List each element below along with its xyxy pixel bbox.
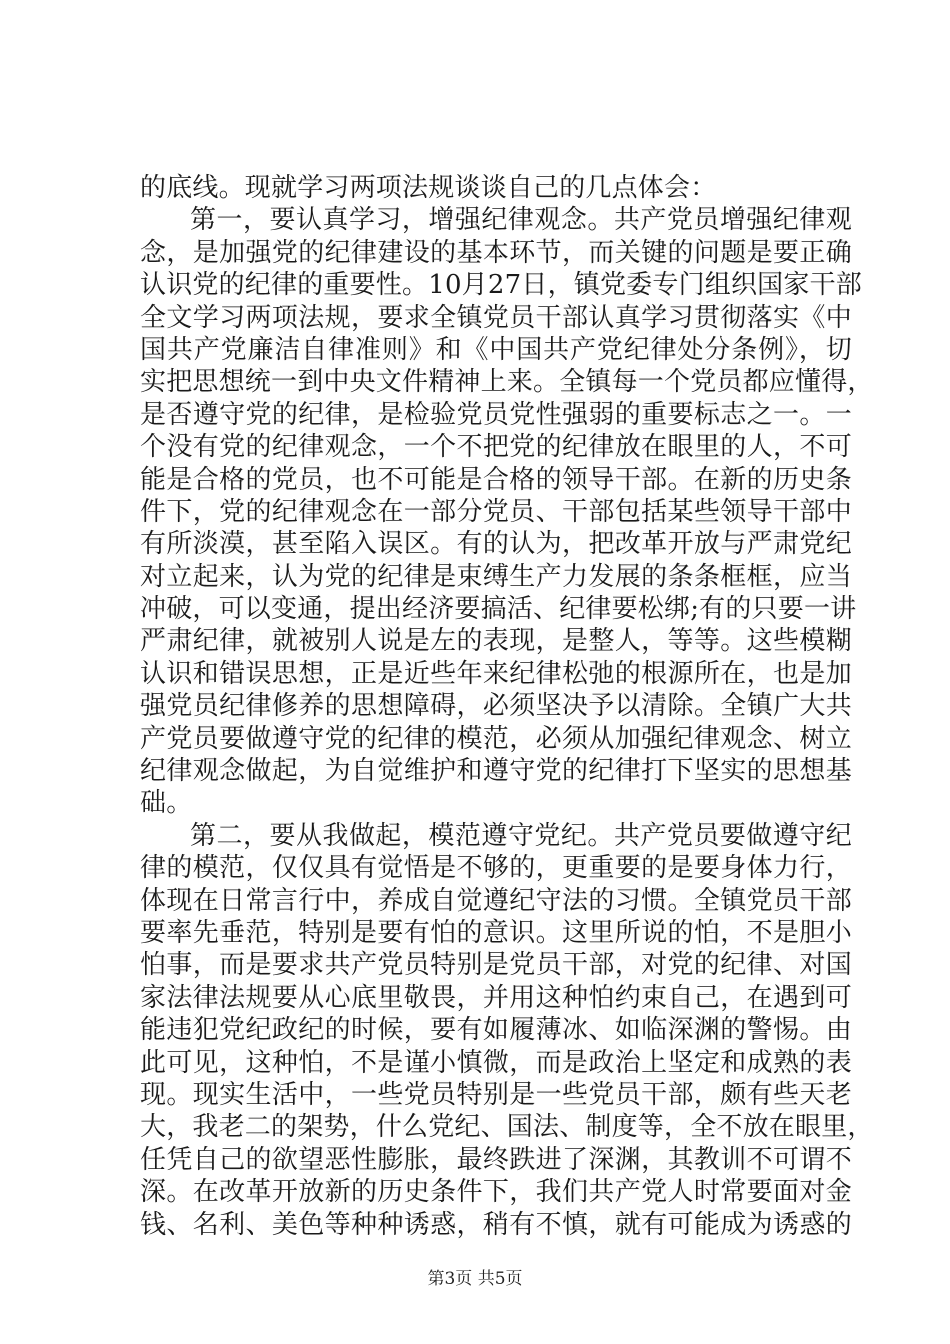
text-line: 产党员要做遵守党的纪律的模范，必须从加强纪律观念、树立	[140, 723, 852, 754]
text-line: 认识党的纪律的重要性。10月27日，镇党委专门组织国家干部	[140, 270, 862, 301]
text-line: 强党员纪律修养的思想障碍，必须坚决予以清除。全镇广大共	[140, 691, 852, 722]
text-line: 第二，要从我做起，模范遵守党纪。共产党员要做遵守纪	[190, 820, 852, 851]
text-line: 能违犯党纪政纪的时候，要有如履薄冰、如临深渊的警惕。由	[140, 1015, 852, 1046]
text-line: 冲破，可以变通，提出经济要搞活、纪律要松绑;有的只要一讲	[140, 594, 857, 625]
text-line: 件下，党的纪律观念在一部分党员、干部包括某些领导干部中	[140, 496, 852, 527]
text-line: 体现在日常言行中，养成自觉遵纪守法的习惯。全镇党员干部	[140, 885, 852, 916]
text-line: 现。现实生活中，一些党员特别是一些党员干部，颇有些天老	[140, 1079, 852, 1110]
text-line: 深。在改革开放新的历史条件下，我们共产党人时常要面对金	[140, 1177, 852, 1208]
text-line: 对立起来，认为党的纪律是束缚生产力发展的条条框框，应当	[140, 561, 852, 592]
text-line: 是否遵守党的纪律，是检验党员党性强弱的重要标志之一。一	[140, 399, 852, 430]
text-line: 个没有党的纪律观念，一个不把党的纪律放在眼里的人，不可	[140, 432, 852, 463]
text-line: 律的模范，仅仅具有觉悟是不够的，更重要的是要身体力行，	[140, 853, 852, 884]
text-line: 家法律法规要从心底里敬畏，并用这种怕约束自己，在遇到可	[140, 982, 852, 1013]
text-line: 怕事，而是要求共产党员特别是党员干部，对党的纪律、对国	[140, 950, 852, 981]
text-line: 大，我老二的架势，什么党纪、国法、制度等，全不放在眼里，	[140, 1112, 874, 1143]
text-line: 认识和错误思想，正是近些年来纪律松弛的根源所在，也是加	[140, 658, 852, 689]
text-line: 础。	[140, 788, 193, 819]
text-line: 钱、名利、美色等种种诱惑，稍有不慎，就有可能成为诱惑的	[140, 1209, 852, 1240]
text-line: 念，是加强党的纪律建设的基本环节，而关键的问题是要正确	[140, 237, 852, 268]
text-line: 要率先垂范，特别是要有怕的意识。这里所说的怕，不是胆小	[140, 917, 852, 948]
page-footer: 第3页 共5页	[427, 1269, 523, 1289]
text-line: 实把思想统一到中央文件精神上来。全镇每一个党员都应懂得，	[140, 367, 874, 398]
text-line: 严肃纪律，就被别人说是左的表现，是整人，等等。这些模糊	[140, 626, 852, 657]
text-line: 第一，要认真学习，增强纪律观念。共产党员增强纪律观	[190, 205, 852, 236]
text-line: 国共产党廉洁自律准则》和《中国共产党纪律处分条例》，切	[140, 334, 852, 365]
text-line: 全文学习两项法规，要求全镇党员干部认真学习贯彻落实《中	[140, 302, 852, 333]
text-line: 此可见，这种怕，不是谨小慎微，而是政治上坚定和成熟的表	[140, 1047, 852, 1078]
document-body	[140, 172, 874, 1241]
text-line: 纪律观念做起，为自觉维护和遵守党的纪律打下坚实的思想基	[140, 756, 852, 787]
text-line: 任凭自己的欲望恶性膨胀，最终跌进了深渊，其教训不可谓不	[140, 1144, 852, 1175]
text-line: 有所淡漠，甚至陷入误区。有的认为，把改革开放与严肃党纪	[140, 529, 852, 560]
text-line: 的底线。现就学习两项法规谈谈自己的几点体会：	[140, 173, 717, 203]
text-line: 能是合格的党员，也不可能是合格的领导干部。在新的历史条	[140, 464, 852, 495]
